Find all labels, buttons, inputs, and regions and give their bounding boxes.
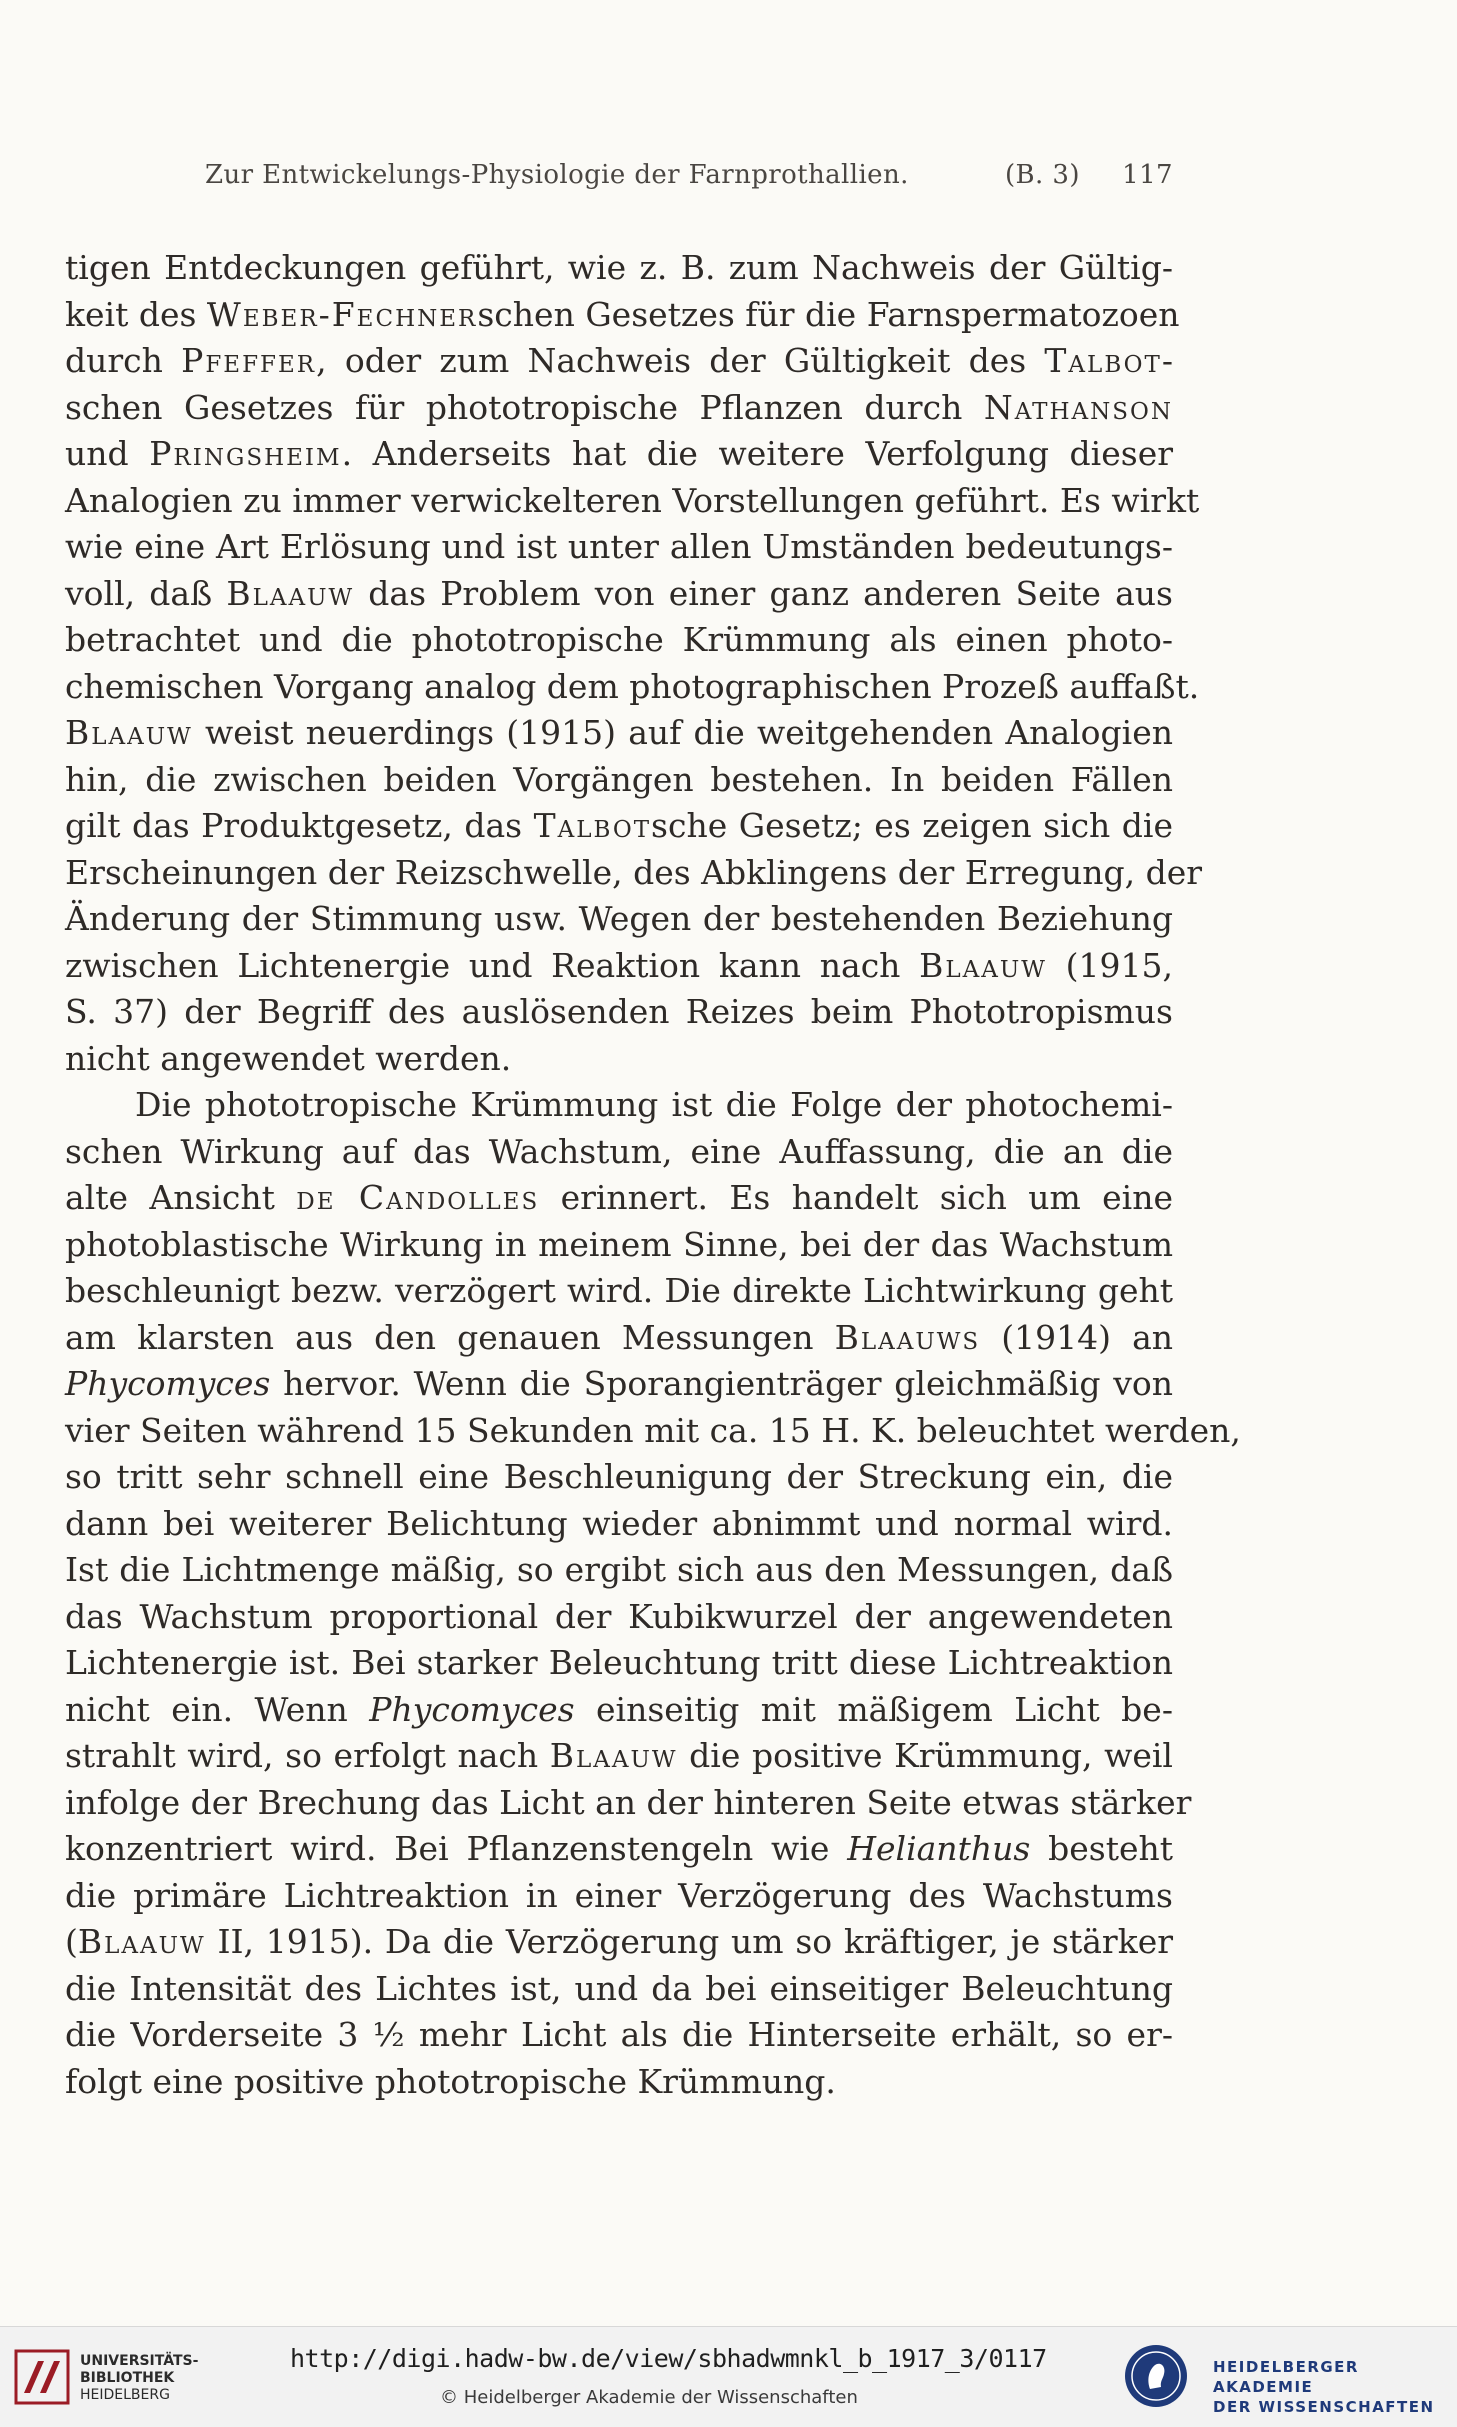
text-line xyxy=(65,1733,1173,1780)
text-run: wie eine Art Erlösung und ist unter allen Umständen bedeutungs- xyxy=(65,527,1173,566)
library-logo-text xyxy=(80,2353,198,2404)
text-run: ( xyxy=(65,1922,78,1961)
text-line xyxy=(65,1826,1173,1873)
text-line xyxy=(65,385,1173,432)
author-name: Talbot xyxy=(1044,341,1162,380)
author-name: Blaauw xyxy=(549,1736,678,1775)
text-line xyxy=(65,943,1173,990)
text-run: die positive Krümmung, weil xyxy=(677,1736,1173,1775)
text-line xyxy=(65,617,1173,664)
text-run: durch xyxy=(65,341,182,380)
text-run: Ist die Lichtmenge mäßig, so ergibt sich aus den Messungen, daß xyxy=(65,1550,1173,1589)
text-run: beschleunigt bezw. verzögert wird. Die direkte Lichtwirkung geht xyxy=(65,1271,1173,1310)
text-line xyxy=(65,1222,1173,1269)
text-line xyxy=(65,1268,1173,1315)
text-line xyxy=(65,1454,1173,1501)
text-run: (1915, xyxy=(1046,945,1173,985)
text-line xyxy=(65,2059,1173,2106)
text-run: (1914) an xyxy=(980,1317,1174,1357)
author-name: Pfeffer xyxy=(181,341,317,380)
copyright-notice: © Heidelberger Akademie der Wissenschaften xyxy=(440,2387,858,2408)
university-library-logo[interactable] xyxy=(14,2347,204,2409)
text-line xyxy=(65,292,1180,339)
text-line xyxy=(65,478,1200,525)
text-line xyxy=(65,1408,1241,1455)
text-run: Änderung der Stimmung usw. Wegen der bestehenden Beziehung xyxy=(65,899,1173,938)
library-name-line-3: HEIDELBERG xyxy=(80,2387,170,2403)
text-run: gilt das Produktgesetz, das xyxy=(65,806,534,845)
text-line xyxy=(65,1966,1173,2013)
text-line xyxy=(65,1175,1173,1222)
text-run: betrachtet und die phototropische Krümmung als einen photo- xyxy=(65,620,1173,659)
text-line xyxy=(65,1594,1173,1641)
permalink-url[interactable]: http://digi.hadw-bw.de/view/sbhadwmnkl_b_1917_3/0117 xyxy=(290,2344,1047,2373)
text-run: infolge der Brechung das Licht an der hinteren Seite etwas stärker xyxy=(65,1782,1192,1822)
text-run: das Wachstum proportional der Kubikwurzel der angewendeten xyxy=(65,1596,1173,1636)
text-run: - xyxy=(1161,341,1173,380)
text-run: so tritt sehr schnell eine Beschleunigung der Streckung ein, die xyxy=(65,1457,1173,1496)
text-line xyxy=(65,1919,1173,1966)
text-run: S. 37) der Begriff des auslösenden Reizes beim Phototropismus xyxy=(65,992,1173,1031)
text-run: und xyxy=(65,434,150,473)
text-run: einseitig mit mäßigem Licht be- xyxy=(574,1689,1173,1729)
text-line xyxy=(65,1361,1173,1408)
text-line xyxy=(65,2012,1173,2059)
text-run: Lichtenergie ist. Bei starker Beleuchtung tritt diese Lichtreaktion xyxy=(65,1643,1173,1682)
text-line xyxy=(65,850,1203,897)
academy-name-line-1: HEIDELBERGER AKADEMIE xyxy=(1213,2358,1359,2396)
text-run: besteht xyxy=(1030,1829,1173,1868)
text-line xyxy=(65,803,1173,850)
text-run: weist neuerdings (1915) auf die weitgehenden Analogien xyxy=(192,713,1173,752)
author-name: Blaauw xyxy=(226,573,355,613)
text-line xyxy=(65,1873,1173,1920)
text-run: Die phototropische Krümmung ist die Folge der photochemi- xyxy=(135,1085,1173,1124)
text-run: schen Wirkung auf das Wachstum, eine Auffassung, die an die xyxy=(65,1131,1173,1171)
text-line xyxy=(65,1687,1173,1734)
running-header xyxy=(205,160,1173,200)
text-run: nicht angewendet werden. xyxy=(65,1038,512,1078)
text-run: Erscheinungen der Reizschwelle, des Abklingens der Erregung, der xyxy=(65,852,1203,892)
text-line xyxy=(65,1315,1173,1362)
text-line xyxy=(65,1780,1192,1827)
author-name: Blaauw xyxy=(65,713,193,752)
text-run: hervor. Wenn die Sporangienträger gleichmäßig von xyxy=(270,1364,1173,1403)
running-title: Zur Entwickelungs-Physiologie der Farnprothallien. xyxy=(205,160,909,190)
text-line xyxy=(65,1036,1173,1083)
taxon-name: Phycomyces xyxy=(65,1364,271,1403)
library-logo-icon xyxy=(14,2349,70,2405)
text-run: . Anderseits hat die weitere Verfolgung dieser xyxy=(341,434,1173,473)
text-run: photoblastische Wirkung in meinem Sinne, bei der das Wachstum xyxy=(65,1224,1173,1264)
volume-label: (B. 3) xyxy=(1005,160,1080,190)
text-run: konzentriert wird. Bei Pflanzenstengeln wie xyxy=(65,1829,848,1868)
text-run: hin, die zwischen beiden Vorgängen bestehen. In beiden Fällen xyxy=(65,759,1173,799)
text-run: die Vorderseite 3 ½ mehr Licht als die Hinterseite erhält, so er- xyxy=(65,2015,1173,2054)
academy-seal-icon xyxy=(1125,2345,1187,2407)
text-run: chemischen Vorgang analog dem photographischen Prozeß auffaßt. xyxy=(65,666,1200,706)
text-run: sche Gesetz; es zeigen sich die xyxy=(651,806,1173,845)
author-name: Talbot xyxy=(533,806,652,845)
page-number: 117 xyxy=(1122,160,1173,190)
text-run: nicht ein. Wenn xyxy=(65,1689,370,1729)
text-line xyxy=(65,571,1173,618)
text-run: vier Seiten während 15 Sekunden mit ca. 15 H. K. beleuchtet werden, xyxy=(65,1410,1241,1450)
author-name: de Candolles xyxy=(296,1178,540,1217)
text-line xyxy=(65,989,1173,1036)
author-name: Blaauw xyxy=(919,945,1047,985)
text-run: tigen Entdeckungen geführt, wie z. B. zum Nachweis der Gültig- xyxy=(65,248,1173,287)
taxon-name: Helianthus xyxy=(847,1829,1031,1868)
author-name: Blaauws xyxy=(834,1317,981,1357)
text-run: schen Gesetzes für phototropische Pflanzen durch xyxy=(65,387,984,427)
taxon-name: Phycomyces xyxy=(369,1689,575,1729)
text-line xyxy=(65,524,1173,571)
text-line xyxy=(65,1547,1173,1594)
text-run: alte Ansicht xyxy=(65,1178,297,1217)
text-line xyxy=(65,1501,1173,1548)
text-run: Analogien zu immer verwickelteren Vorstellungen geführt. Es wirkt xyxy=(65,480,1200,520)
body-text xyxy=(65,245,1241,2105)
author-name: Weber-Fechner xyxy=(206,294,478,334)
library-name-line-1: UNIVERSITÄTS- xyxy=(80,2353,199,2369)
author-name: Pringsheim xyxy=(149,434,342,473)
text-run: voll, daß xyxy=(65,573,227,613)
library-name-line-2: BIBLIOTHEK xyxy=(80,2370,175,2386)
text-line xyxy=(65,757,1173,804)
text-run: , oder zum Nachweis der Gültigkeit des xyxy=(316,341,1045,380)
text-run: schen Gesetzes für die Farnspermatozoen xyxy=(477,294,1180,334)
text-line xyxy=(65,664,1200,711)
text-run: II, 1915). Da die Verzögerung um so kräftiger, je stärker xyxy=(205,1922,1173,1961)
text-line xyxy=(65,710,1173,757)
academy-name xyxy=(1213,2357,1445,2417)
text-run: die primäre Lichtreaktion in einer Verzögerung des Wachstums xyxy=(65,1875,1173,1915)
academy-name-line-2: DER WISSENSCHAFTEN xyxy=(1213,2398,1435,2416)
footer-bar xyxy=(0,2326,1457,2427)
text-run: das Problem von einer ganz anderen Seite aus xyxy=(354,573,1173,613)
text-line xyxy=(65,1640,1173,1687)
text-run: zwischen Lichtenergie und Reaktion kann nach xyxy=(65,945,920,985)
author-name: Blaauw xyxy=(77,1922,206,1961)
text-line xyxy=(65,431,1173,478)
text-line xyxy=(65,1129,1173,1176)
text-line xyxy=(65,245,1173,292)
text-line xyxy=(65,896,1173,943)
text-run: dann bei weiterer Belichtung wieder abnimmt und normal wird. xyxy=(65,1503,1173,1543)
text-line xyxy=(65,338,1173,385)
text-run: erinnert. Es handelt sich um eine xyxy=(539,1178,1174,1217)
text-run: keit des xyxy=(65,294,207,334)
author-name: Nathanson xyxy=(983,387,1173,427)
text-line xyxy=(65,1082,1173,1129)
text-run: die Intensität des Lichtes ist, und da bei einseitiger Beleuchtung xyxy=(65,1968,1173,2008)
text-run: folgt eine positive phototropische Krümmung. xyxy=(65,2061,836,2101)
text-run: am klarsten aus den genauen Messungen xyxy=(65,1317,835,1357)
text-run: strahlt wird, so erfolgt nach xyxy=(65,1736,550,1775)
academy-logo[interactable] xyxy=(1125,2345,1445,2416)
